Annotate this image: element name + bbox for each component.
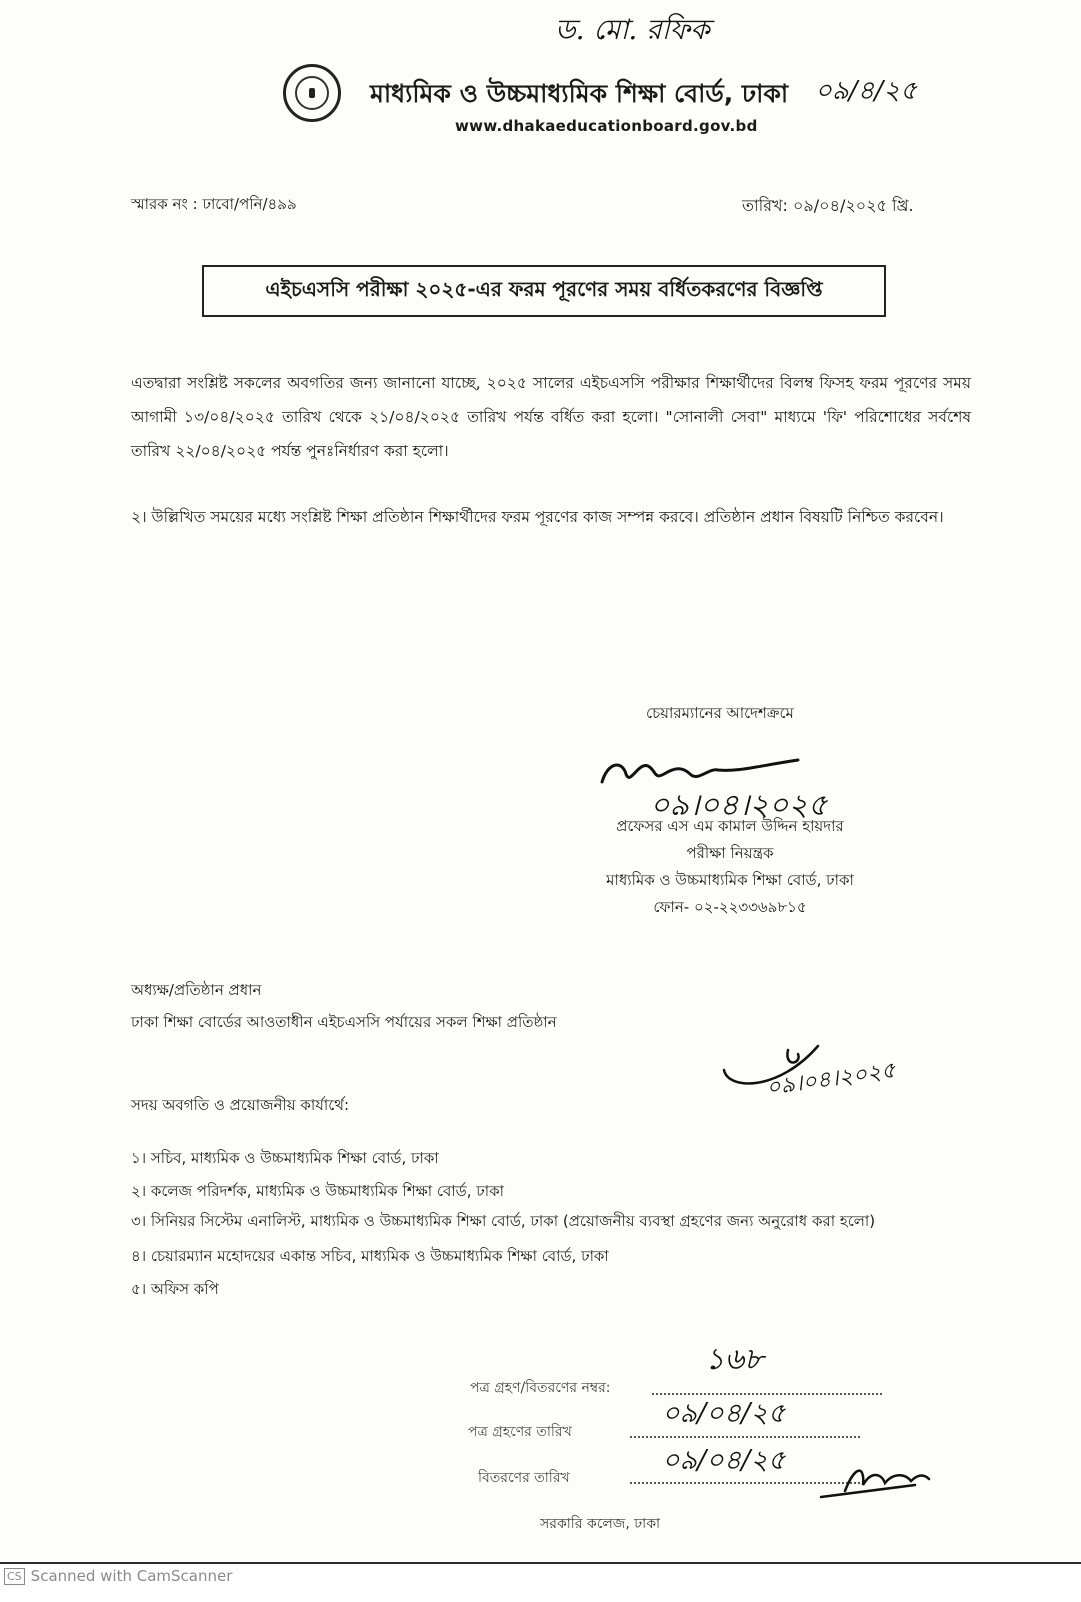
camscanner-watermark	[4, 1567, 232, 1585]
recipient-line-1: অধ্যক্ষ/প্রতিষ্ঠান প্রধান	[131, 981, 262, 999]
camscanner-logo-icon: CS	[4, 1568, 25, 1585]
notice-title: এইচএসসি পরীক্ষা ২০২৫-এর ফরম পূরণের সময় বর্ধিতকরণের বিজ্ঞপ্তি	[265, 276, 823, 301]
receive-date-value: ০৯/০৪/২৫	[662, 1398, 786, 1429]
receive-date-label: পত্র গ্রহণের তারিখ	[468, 1424, 572, 1440]
board-seal-icon	[283, 64, 341, 122]
distribution-date-label: বিতরণের তারিখ	[478, 1470, 570, 1486]
list-item: ৫। অফিস কপি	[131, 1280, 219, 1298]
signatory-phone: ফোন- ০২-২২৩৩৬৯৮১৫	[653, 898, 807, 916]
seal-inner-ring	[295, 76, 329, 110]
copy-to-list	[131, 1142, 911, 1306]
body-paragraph-2: ২। উল্লিখিত সময়ের মধ্যে সংশ্লিষ্ট শিক্ষা প্রতিষ্ঠান শিক্ষার্থীদের ফরম পূরণের কাজ সম্পন্ন করবে। প্রতিষ্ঠান প্রধান বিষয়টি নিশ্চিত করবেন।	[131, 508, 944, 526]
receipt-signature-scribble	[815, 1455, 935, 1505]
signatory-office: মাধ্যমিক ও উচ্চমাধ্যমিক শিক্ষা বোর্ড, ঢাকা	[606, 871, 854, 889]
signatory-name: প্রফেসর এস এম কামাল উদ্দিন হায়দার	[616, 817, 844, 835]
camscanner-label: Scanned with CamScanner	[30, 1567, 233, 1585]
by-order-line: চেয়ারম্যানের আদেশক্রমে	[646, 704, 794, 722]
list-item: ৪। চেয়ারম্যান মহোদয়ের একান্ত সচিব, মাধ্যমিক ও উচ্চমাধ্যমিক শিক্ষা বোর্ড, ঢাকা	[131, 1247, 609, 1265]
receive-number-label: পত্র গ্রহণ/বিতরণের নম্বর:	[470, 1380, 611, 1396]
website-url: www.dhakaeducationboard.gov.bd	[455, 117, 758, 135]
copy-to-heading: সদয় অবগতি ও প্রয়োজনীয় কার্যার্থে:	[131, 1096, 349, 1114]
handwritten-top-note: ড. মো. রফিক	[555, 13, 710, 46]
handwritten-top-date: ০৯/৪/২৫	[815, 76, 917, 106]
receive-number-value: ১৬৮	[705, 1342, 764, 1377]
notice-title-box	[202, 265, 886, 317]
distribution-date-value: ০৯/০৪/২৫	[662, 1445, 786, 1476]
side-handwritten-date: ০৯।০৪।২০২৫	[764, 1058, 898, 1101]
recipient-line-2: ঢাকা শিক্ষা বোর্ডের আওতাধীন এইচএসসি পর্যায়ের সকল শিক্ষা প্রতিষ্ঠান	[131, 1013, 557, 1031]
signature-handwritten-date: ০৯।০৪।২০২৫	[650, 788, 828, 823]
signatory-block	[570, 813, 890, 921]
seal-emblem	[309, 88, 315, 98]
body-paragraph-1: এতদ্বারা সংশ্লিষ্ট সকলের অবগতির জন্য জানানো যাচ্ছে, ২০২৫ সালের এইচএসসি পরীক্ষার শিক্ষার্থীদের বিলম্ব ফিসহ ফরম পূরণের সময় আগামী ১৩/০৪/২০২৫ তারিখ থেকে ২১/০৪/২০২৫ তারিখ পর্যন্ত বর্ধিত করা হলো। "সোনালী সেবা" মাধ্যমে 'ফি' পরিশোধের সর্বশেষ তারিখ ২২/০৪/২০২৫ পর্যন্ত পুনঃনির্ধারণ করা হলো।	[131, 374, 971, 460]
signatory-designation: পরীক্ষা নিয়ন্ত্রক	[686, 844, 774, 862]
board-name-heading: মাধ্যমিক ও উচ্চমাধ্যমিক শিক্ষা বোর্ড, ঢাকা	[370, 79, 789, 108]
memo-number: স্মারক নং : ঢাবো/পনি/৪৯৯	[131, 195, 297, 213]
list-item: ২। কলেজ পরিদর্শক, মাধ্যমিক ও উচ্চমাধ্যমিক শিক্ষা বোর্ড, ঢাকা	[131, 1182, 504, 1200]
issue-date: তারিখ: ০৯/০৪/২০২৫ খ্রি.	[742, 196, 914, 215]
college-stamp-text: সরকারি কলেজ, ঢাকা	[540, 1516, 661, 1532]
list-item: ১। সচিব, মাধ্যমিক ও উচ্চমাধ্যমিক শিক্ষা বোর্ড, ঢাকা	[131, 1149, 439, 1167]
list-item: ৩। সিনিয়র সিস্টেম এনালিস্ট, মাধ্যমিক ও উচ্চমাধ্যমিক শিক্ষা বোর্ড, ঢাকা (প্রয়োজনীয় ব্যবস্থা গ্রহণের জন্য অনুরোধ করা হলো)	[131, 1212, 876, 1230]
